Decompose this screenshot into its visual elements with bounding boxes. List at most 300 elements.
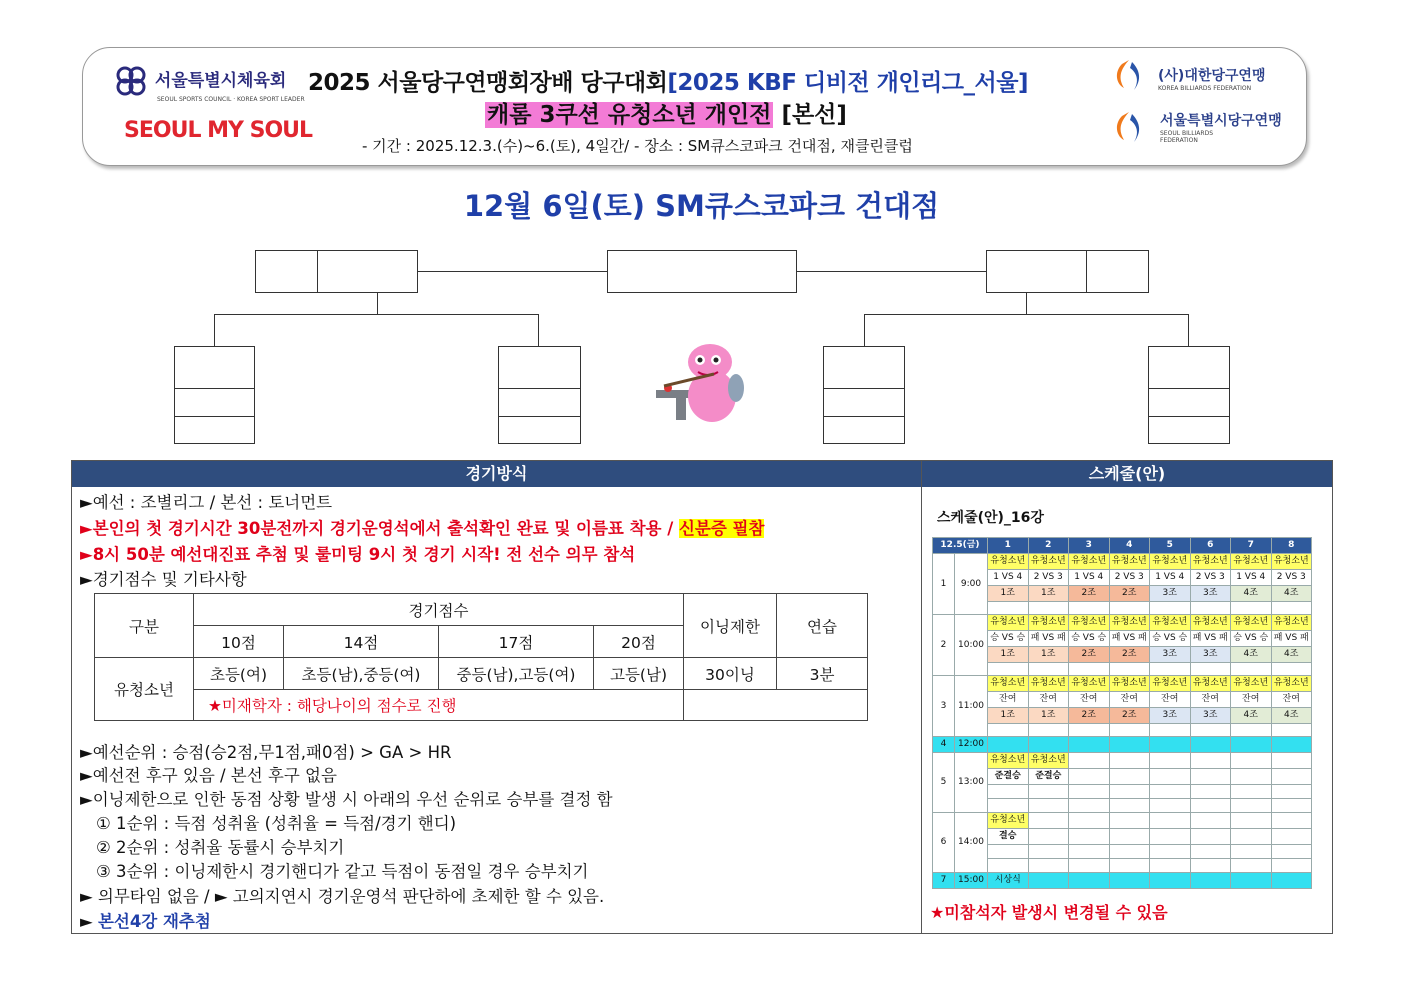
empty-cell bbox=[1190, 724, 1231, 737]
match-cell: 2 VS 3 bbox=[1028, 570, 1069, 586]
rule-line-11: ► 의무타임 없음 / ► 고의지연시 경기운영석 판단하에 초제한 할 수 있음. bbox=[80, 887, 605, 906]
empty-cell bbox=[1271, 663, 1312, 676]
category-cell: 유청소년 bbox=[1028, 615, 1069, 631]
empty-cell bbox=[1271, 602, 1312, 615]
header-subtitle: 캐롬 3쿠션 유청소년 개인전 [본선] bbox=[487, 102, 847, 128]
empty-cell bbox=[1028, 813, 1069, 829]
empty-cell bbox=[1231, 769, 1272, 785]
kbf-name: (사)대한당구연맹 KOREA BILLIARDS FEDERATION bbox=[1158, 68, 1266, 92]
schedule-spacer bbox=[933, 663, 1312, 676]
empty-cell bbox=[1028, 663, 1069, 676]
practice-cell: 3분 bbox=[777, 658, 868, 690]
group-cell: 4조 bbox=[1271, 647, 1312, 663]
bracket-line bbox=[797, 271, 986, 272]
header-period: - 기간 : 2025.12.3.(수)~6.(토), 4일간/ - 장소 : SM큐스코파크 건대점, 재클린클럽 bbox=[362, 137, 913, 155]
empty-cell bbox=[1109, 663, 1150, 676]
category-cell: 유청소년 bbox=[1231, 615, 1272, 631]
empty-cell bbox=[1069, 813, 1110, 829]
schedule-spacer bbox=[933, 799, 1312, 813]
match-cell: 잔여 bbox=[1190, 692, 1231, 708]
schedule-row bbox=[933, 631, 1312, 647]
category-cell: 유청소년 bbox=[1271, 554, 1312, 570]
schedule-spacer bbox=[933, 859, 1312, 873]
match-cell: 잔여 bbox=[1069, 692, 1110, 708]
match-cell: 잔여 bbox=[1109, 692, 1150, 708]
empty-cell bbox=[1190, 873, 1231, 889]
empty-cell bbox=[1028, 799, 1069, 813]
empty-cell bbox=[1109, 829, 1150, 845]
final-slot bbox=[607, 250, 797, 293]
category-cell: 유청소년 bbox=[1109, 676, 1150, 692]
empty-cell bbox=[1150, 873, 1191, 889]
schedule-col-head: 1 bbox=[988, 538, 1029, 554]
match-cell: 패 VS 패 bbox=[1028, 631, 1069, 647]
category-cell: 유청소년 bbox=[988, 753, 1029, 769]
empty-cell bbox=[1150, 845, 1191, 859]
empty-cell bbox=[1231, 737, 1272, 753]
category-cell: 유청소년 bbox=[988, 554, 1029, 570]
rule-line-2: ►본인의 첫 경기시간 30분전까지 경기운영석에서 출석확인 완료 및 이름표 착용 / 신분증 필참 bbox=[80, 519, 765, 538]
quarter-slot-4 bbox=[1148, 346, 1230, 444]
row-no: 5 bbox=[933, 753, 955, 813]
score-head: 14점 bbox=[284, 626, 439, 658]
empty-cell bbox=[1231, 829, 1272, 845]
empty-cell bbox=[1271, 813, 1312, 829]
empty-cell bbox=[1069, 785, 1110, 799]
schedule-col-head: 8 bbox=[1271, 538, 1312, 554]
category-cell: 유청소년 bbox=[1231, 554, 1272, 570]
empty-cell bbox=[1109, 785, 1150, 799]
category-cell: 유청소년 bbox=[1150, 554, 1191, 570]
group-cell: 3조 bbox=[1190, 586, 1231, 602]
group-cell: 4조 bbox=[1271, 708, 1312, 724]
quarter-slot-1 bbox=[174, 346, 255, 444]
score-head: 17점 bbox=[439, 626, 594, 658]
rules-heading: 경기방식 bbox=[72, 461, 921, 487]
slot-divider bbox=[1148, 388, 1230, 389]
empty-cell bbox=[1069, 753, 1110, 769]
slot-divider bbox=[1148, 416, 1230, 417]
row-no: 4 bbox=[933, 737, 955, 753]
empty-cell bbox=[1069, 769, 1110, 785]
bracket-line bbox=[214, 314, 539, 315]
bracket-line bbox=[1188, 314, 1189, 346]
rule-line-7: ►이닝제한으로 인한 동점 상황 발생 시 아래의 우선 순위로 승부를 결정 함 bbox=[80, 790, 613, 809]
seoul-my-soul-logo: SEOUL MY SOUL bbox=[124, 118, 313, 143]
group-cell: 1조 bbox=[988, 647, 1029, 663]
empty-cell bbox=[1109, 845, 1150, 859]
schedule-note: ★미참석자 발생시 변경될 수 있음 bbox=[930, 903, 1168, 922]
category-cell: 유청소년 bbox=[1190, 676, 1231, 692]
slot-divider bbox=[823, 416, 905, 417]
seoul-billiards-name: 서울특별시당구연맹 SEOUL BILLIARDS FEDERATION bbox=[1160, 113, 1282, 144]
category-cell: 유청소년 bbox=[1271, 615, 1312, 631]
empty-cell bbox=[1109, 813, 1150, 829]
category-cell: 유청소년 bbox=[1028, 753, 1069, 769]
empty-cell bbox=[1271, 799, 1312, 813]
slot-divider bbox=[174, 416, 255, 417]
score-cell: 고등(남) bbox=[594, 658, 684, 690]
match-cell: 잔여 bbox=[1231, 692, 1272, 708]
row-no: 6 bbox=[933, 813, 955, 873]
empty-cell bbox=[1271, 873, 1312, 889]
empty-cell bbox=[684, 690, 868, 721]
score-cell: 중등(남),고등(여) bbox=[439, 658, 594, 690]
group-cell: 4조 bbox=[1231, 708, 1272, 724]
empty-cell bbox=[1150, 829, 1191, 845]
score-table bbox=[94, 593, 868, 721]
schedule-row bbox=[933, 554, 1312, 570]
category-cell: 유청소년 bbox=[988, 813, 1029, 829]
row-time: 15:00 bbox=[955, 873, 988, 889]
empty-cell bbox=[1190, 799, 1231, 813]
match-cell: 승 VS 승 bbox=[1150, 631, 1191, 647]
empty-cell bbox=[1231, 813, 1272, 829]
empty-cell bbox=[1109, 769, 1150, 785]
match-cell: 잔여 bbox=[1028, 692, 1069, 708]
flame-icon bbox=[1112, 58, 1146, 92]
empty-cell bbox=[1028, 859, 1069, 873]
empty-cell bbox=[1069, 873, 1110, 889]
row-no: 1 bbox=[933, 554, 955, 615]
empty-cell bbox=[1231, 753, 1272, 769]
slot-divider bbox=[174, 388, 255, 389]
schedule-date: 12.5(금) bbox=[933, 538, 988, 554]
schedule-row bbox=[933, 586, 1312, 602]
round-cell: 준결승 bbox=[1028, 769, 1069, 785]
match-cell: 2 VS 3 bbox=[1271, 570, 1312, 586]
empty-cell bbox=[988, 602, 1029, 615]
row-no: 7 bbox=[933, 873, 955, 889]
empty-cell bbox=[1190, 859, 1231, 873]
empty-cell bbox=[1190, 845, 1231, 859]
match-cell: 패 VS 패 bbox=[1109, 631, 1150, 647]
bracket-divider bbox=[317, 250, 318, 293]
group-cell: 3조 bbox=[1190, 708, 1231, 724]
category-cell: 유청소년 bbox=[1231, 676, 1272, 692]
group-cell: 2조 bbox=[1069, 586, 1110, 602]
empty-cell bbox=[1190, 602, 1231, 615]
quarter-slot-2 bbox=[498, 346, 581, 444]
empty-cell bbox=[1231, 873, 1272, 889]
empty-cell bbox=[1069, 859, 1110, 873]
empty-cell bbox=[1231, 602, 1272, 615]
schedule-header-row bbox=[933, 538, 1312, 554]
mascot-image bbox=[654, 338, 750, 430]
schedule-row bbox=[933, 692, 1312, 708]
empty-cell bbox=[988, 859, 1029, 873]
group-cell: 2조 bbox=[1069, 708, 1110, 724]
schedule-row bbox=[933, 813, 1312, 829]
category-cell: 유청소년 bbox=[1271, 676, 1312, 692]
group-cell: 1조 bbox=[988, 586, 1029, 602]
category-cell: 유청소년 bbox=[1028, 676, 1069, 692]
empty-cell bbox=[1271, 724, 1312, 737]
empty-cell bbox=[1231, 785, 1272, 799]
empty-cell bbox=[1190, 769, 1231, 785]
empty-cell bbox=[1150, 769, 1191, 785]
schedule-spacer bbox=[933, 845, 1312, 859]
empty-cell bbox=[1150, 813, 1191, 829]
match-cell: 2 VS 3 bbox=[1109, 570, 1150, 586]
match-cell: 1 VS 4 bbox=[1150, 570, 1191, 586]
empty-cell bbox=[1271, 829, 1312, 845]
group-cell: 2조 bbox=[1109, 708, 1150, 724]
category-cell: 유청소년 bbox=[1190, 615, 1231, 631]
empty-cell bbox=[1028, 724, 1069, 737]
slot-divider bbox=[498, 416, 581, 417]
award-cell: 시상식 bbox=[988, 873, 1029, 889]
rule-line-6: ►예선전 후구 있음 / 본선 후구 없음 bbox=[80, 766, 337, 785]
seoul-billiards-logo bbox=[1112, 110, 1146, 148]
schedule-col-head: 5 bbox=[1150, 538, 1191, 554]
schedule-row bbox=[933, 570, 1312, 586]
schedule-col-head: 2 bbox=[1028, 538, 1069, 554]
match-cell: 패 VS 패 bbox=[1190, 631, 1231, 647]
council-name: 서울특별시체육회 bbox=[154, 71, 287, 91]
schedule-col-head: 4 bbox=[1109, 538, 1150, 554]
empty-cell bbox=[1190, 785, 1231, 799]
category-cell: 유청소년 bbox=[1069, 554, 1110, 570]
empty-cell bbox=[1109, 799, 1150, 813]
schedule-col-head: 3 bbox=[1069, 538, 1110, 554]
empty-cell bbox=[1190, 829, 1231, 845]
flame-icon-2 bbox=[1112, 110, 1146, 144]
group-cell: 1조 bbox=[1028, 708, 1069, 724]
group-cell: 3조 bbox=[1150, 708, 1191, 724]
bracket-divider bbox=[1086, 250, 1087, 293]
schedule-spacer bbox=[933, 724, 1312, 737]
semifinal-slot-right bbox=[986, 250, 1149, 293]
empty-cell bbox=[1028, 737, 1069, 753]
row-time: 10:00 bbox=[955, 615, 988, 676]
rule-line-9: ② 2순위 : 성취율 동률시 승부치기 bbox=[96, 838, 345, 857]
col-practice: 연습 bbox=[777, 594, 868, 658]
empty-cell bbox=[1231, 845, 1272, 859]
row-no: 2 bbox=[933, 615, 955, 676]
empty-cell bbox=[1271, 753, 1312, 769]
empty-cell bbox=[1069, 799, 1110, 813]
rule-line-1: ►예선 : 조별리그 / 본선 : 토너먼트 bbox=[80, 493, 333, 512]
empty-cell bbox=[988, 663, 1029, 676]
match-cell: 승 VS 승 bbox=[1069, 631, 1110, 647]
kbf-logo bbox=[1112, 58, 1146, 96]
award-row bbox=[933, 873, 1312, 889]
empty-cell bbox=[1271, 769, 1312, 785]
category-cell: 유청소년 bbox=[1028, 554, 1069, 570]
empty-cell bbox=[1190, 813, 1231, 829]
empty-cell bbox=[1231, 799, 1272, 813]
empty-cell bbox=[1069, 724, 1110, 737]
rule-line-8: ① 1순위 : 득점 성취율 (성취율 = 득점/경기 핸디) bbox=[96, 814, 457, 833]
match-cell: 1 VS 4 bbox=[1231, 570, 1272, 586]
row-time: 13:00 bbox=[955, 753, 988, 813]
empty-cell bbox=[1028, 845, 1069, 859]
score-cell: 초등(여) bbox=[194, 658, 284, 690]
schedule-col-head: 7 bbox=[1231, 538, 1272, 554]
group-cell: 1조 bbox=[1028, 586, 1069, 602]
empty-cell bbox=[1150, 602, 1191, 615]
group-cell: 4조 bbox=[1231, 586, 1272, 602]
empty-cell bbox=[1150, 799, 1191, 813]
empty-cell bbox=[1109, 724, 1150, 737]
row-time: 14:00 bbox=[955, 813, 988, 873]
empty-cell bbox=[988, 845, 1029, 859]
empty-cell bbox=[1028, 602, 1069, 615]
schedule-col-head: 6 bbox=[1190, 538, 1231, 554]
empty-cell bbox=[1271, 859, 1312, 873]
empty-cell bbox=[1150, 724, 1191, 737]
empty-cell bbox=[1028, 873, 1069, 889]
empty-cell bbox=[1231, 724, 1272, 737]
schedule-subtitle: 스케줄(안)_16강 bbox=[937, 510, 1044, 526]
group-cell: 1조 bbox=[988, 708, 1029, 724]
schedule-spacer bbox=[933, 785, 1312, 799]
empty-cell bbox=[988, 799, 1029, 813]
empty-cell bbox=[1150, 737, 1191, 753]
match-cell: 잔여 bbox=[1150, 692, 1191, 708]
category-cell: 유청소년 bbox=[1069, 615, 1110, 631]
bracket-line bbox=[538, 314, 539, 346]
council-sub: SEOUL SPORTS COUNCIL · KOREA SPORT LEADER bbox=[157, 96, 305, 103]
score-head: 20점 bbox=[594, 626, 684, 658]
empty-cell bbox=[1109, 737, 1150, 753]
empty-cell bbox=[1069, 829, 1110, 845]
empty-cell bbox=[1109, 602, 1150, 615]
empty-cell bbox=[1069, 845, 1110, 859]
empty-cell bbox=[988, 737, 1029, 753]
empty-cell bbox=[1231, 859, 1272, 873]
match-cell: 1 VS 4 bbox=[988, 570, 1029, 586]
page-title: 12월 6일(토) SM큐스코파크 건대점 bbox=[463, 189, 940, 223]
col-score: 경기점수 bbox=[194, 594, 684, 626]
empty-cell bbox=[1069, 602, 1110, 615]
bracket-line bbox=[418, 271, 607, 272]
match-cell: 1 VS 4 bbox=[1069, 570, 1110, 586]
empty-cell bbox=[1271, 785, 1312, 799]
rule-line-10: ③ 3순위 : 이닝제한시 경기핸디가 같고 득점이 동점일 경우 승부치기 bbox=[96, 862, 589, 881]
bracket-line bbox=[1026, 293, 1027, 315]
group-cell: 2조 bbox=[1069, 647, 1110, 663]
score-head: 10점 bbox=[194, 626, 284, 658]
group-cell: 4조 bbox=[1231, 647, 1272, 663]
category-cell: 유청소년 bbox=[1109, 554, 1150, 570]
empty-cell bbox=[1109, 873, 1150, 889]
empty-cell bbox=[988, 724, 1029, 737]
col-category: 구분 bbox=[95, 594, 194, 658]
empty-cell bbox=[1190, 737, 1231, 753]
empty-cell bbox=[1150, 785, 1191, 799]
rule-line-12: ► 본선4강 재추첨 bbox=[80, 912, 211, 931]
match-cell: 잔여 bbox=[1271, 692, 1312, 708]
round-cell: 결승 bbox=[988, 829, 1029, 845]
lunch-row bbox=[933, 737, 1312, 753]
bracket-line bbox=[864, 314, 1189, 315]
col-inning: 이닝제한 bbox=[684, 594, 777, 658]
row-label: 유청소년 bbox=[95, 658, 194, 721]
schedule-row bbox=[933, 647, 1312, 663]
empty-cell bbox=[1109, 753, 1150, 769]
schedule-row bbox=[933, 829, 1312, 845]
slot-divider bbox=[498, 388, 581, 389]
empty-cell bbox=[1231, 663, 1272, 676]
seoul-sports-council-logo bbox=[113, 63, 305, 103]
empty-cell bbox=[1190, 753, 1231, 769]
group-cell: 2조 bbox=[1109, 647, 1150, 663]
empty-cell bbox=[1150, 753, 1191, 769]
row-time: 9:00 bbox=[955, 554, 988, 615]
score-cell: 초등(남),중등(여) bbox=[284, 658, 439, 690]
header-title: 2025 서울당구연맹회장배 당구대회[2025 KBF 디비전 개인리그_서울] bbox=[308, 70, 1028, 96]
council-emblem-icon bbox=[113, 63, 149, 99]
schedule-table bbox=[932, 537, 1312, 889]
bracket-line bbox=[864, 314, 865, 346]
category-cell: 유청소년 bbox=[1109, 615, 1150, 631]
category-cell: 유청소년 bbox=[988, 615, 1029, 631]
schedule-spacer bbox=[933, 602, 1312, 615]
empty-cell bbox=[1271, 845, 1312, 859]
category-cell: 유청소년 bbox=[1150, 676, 1191, 692]
category-cell: 유청소년 bbox=[1069, 676, 1110, 692]
group-cell: 3조 bbox=[1150, 586, 1191, 602]
match-cell: 패 VS 패 bbox=[1271, 631, 1312, 647]
quarter-slot-3 bbox=[823, 346, 905, 444]
empty-cell bbox=[988, 785, 1029, 799]
schedule-row bbox=[933, 676, 1312, 692]
row-no: 3 bbox=[933, 676, 955, 737]
inning-cell: 30이닝 bbox=[684, 658, 777, 690]
group-cell: 3조 bbox=[1150, 647, 1191, 663]
round-cell: 준결승 bbox=[988, 769, 1029, 785]
schedule-row bbox=[933, 615, 1312, 631]
match-cell: 잔여 bbox=[988, 692, 1029, 708]
rule-line-3: ►8시 50분 예선대진표 추첨 및 룰미팅 9시 첫 경기 시작! 전 선수 의무 참석 bbox=[80, 545, 636, 564]
empty-cell bbox=[1028, 829, 1069, 845]
empty-cell bbox=[1150, 859, 1191, 873]
rule-line-4: ►경기점수 및 기타사항 bbox=[80, 570, 247, 589]
category-cell: 유청소년 bbox=[1150, 615, 1191, 631]
empty-cell bbox=[1069, 663, 1110, 676]
bracket-line bbox=[214, 314, 215, 346]
empty-cell bbox=[1190, 663, 1231, 676]
slot-divider bbox=[823, 388, 905, 389]
bracket-line bbox=[377, 293, 378, 315]
rule-line-5: ►예선순위 : 승점(승2점,무1점,패0점) > GA > HR bbox=[80, 743, 452, 762]
schedule-row bbox=[933, 769, 1312, 785]
match-cell: 2 VS 3 bbox=[1190, 570, 1231, 586]
match-cell: 승 VS 승 bbox=[1231, 631, 1272, 647]
category-cell: 유청소년 bbox=[1190, 554, 1231, 570]
empty-cell bbox=[1109, 859, 1150, 873]
row-time: 12:00 bbox=[955, 737, 988, 753]
empty-cell bbox=[1271, 737, 1312, 753]
match-cell: 승 VS 승 bbox=[988, 631, 1029, 647]
group-cell: 2조 bbox=[1109, 586, 1150, 602]
empty-cell bbox=[1150, 663, 1191, 676]
schedule-row bbox=[933, 708, 1312, 724]
group-cell: 1조 bbox=[1028, 647, 1069, 663]
row-time: 11:00 bbox=[955, 676, 988, 737]
score-note: ★미재학자 : 해당나이의 점수로 진행 bbox=[194, 690, 684, 721]
group-cell: 4조 bbox=[1271, 586, 1312, 602]
schedule-heading: 스케줄(안) bbox=[922, 461, 1332, 487]
semifinal-slot-left bbox=[255, 250, 418, 293]
group-cell: 3조 bbox=[1190, 647, 1231, 663]
empty-cell bbox=[1069, 737, 1110, 753]
category-cell: 유청소년 bbox=[988, 676, 1029, 692]
schedule-row bbox=[933, 753, 1312, 769]
empty-cell bbox=[1028, 785, 1069, 799]
